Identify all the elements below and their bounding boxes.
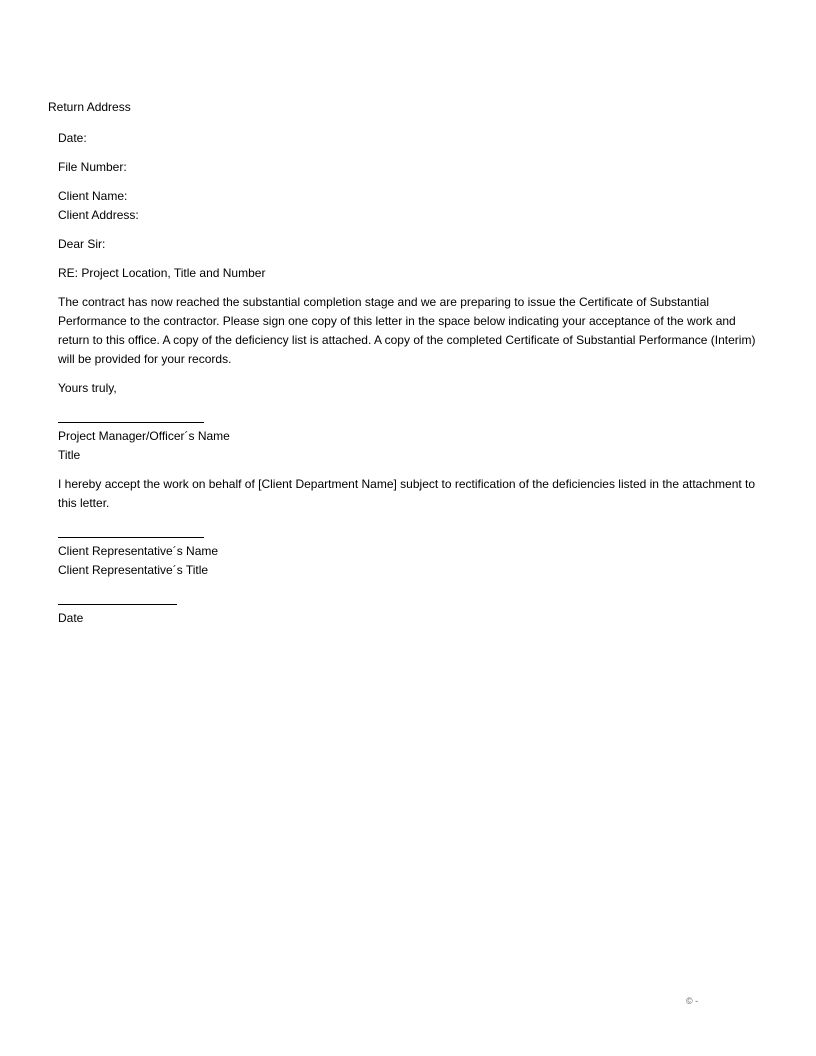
- salutation: Dear Sir:: [58, 237, 106, 251]
- footer-copyright: © -: [686, 996, 699, 1006]
- client-address-label: Client Address:: [58, 208, 139, 222]
- client-rep-title: Client Representative´s Title: [58, 563, 209, 577]
- client-signature-line: [58, 537, 204, 538]
- body-paragraph: The contract has now reached the substantial completion stage and we are preparing to issue the Certificate of Substantial Performance to the contractor. Please sign one copy of this letter in the space below indicating your acceptance of the work and return to this office. A copy of the deficiency list is attached. A copy of the completed Certificate of Substantial Performance (Interim) will be provided for your records.: [58, 295, 756, 366]
- signer-title: Title: [58, 448, 81, 462]
- signer-signature-line: [58, 422, 204, 423]
- signer-name: Project Manager/Officer´s Name: [58, 429, 230, 443]
- client-name-label: Client Name:: [58, 189, 128, 203]
- return-address: Return Address: [48, 100, 131, 114]
- date-signature-line: [58, 604, 177, 605]
- acceptance-paragraph: I hereby accept the work on behalf of [Client Department Name] subject to rectification of the deficiencies listed in the attachment to this letter.: [58, 477, 756, 510]
- closing: Yours truly,: [58, 381, 117, 395]
- date-signature-label: Date: [58, 611, 84, 625]
- date-label: Date:: [58, 131, 87, 145]
- subject-line: RE: Project Location, Title and Number: [58, 266, 266, 280]
- client-rep-name: Client Representative´s Name: [58, 544, 219, 558]
- file-number-label: File Number:: [58, 160, 127, 174]
